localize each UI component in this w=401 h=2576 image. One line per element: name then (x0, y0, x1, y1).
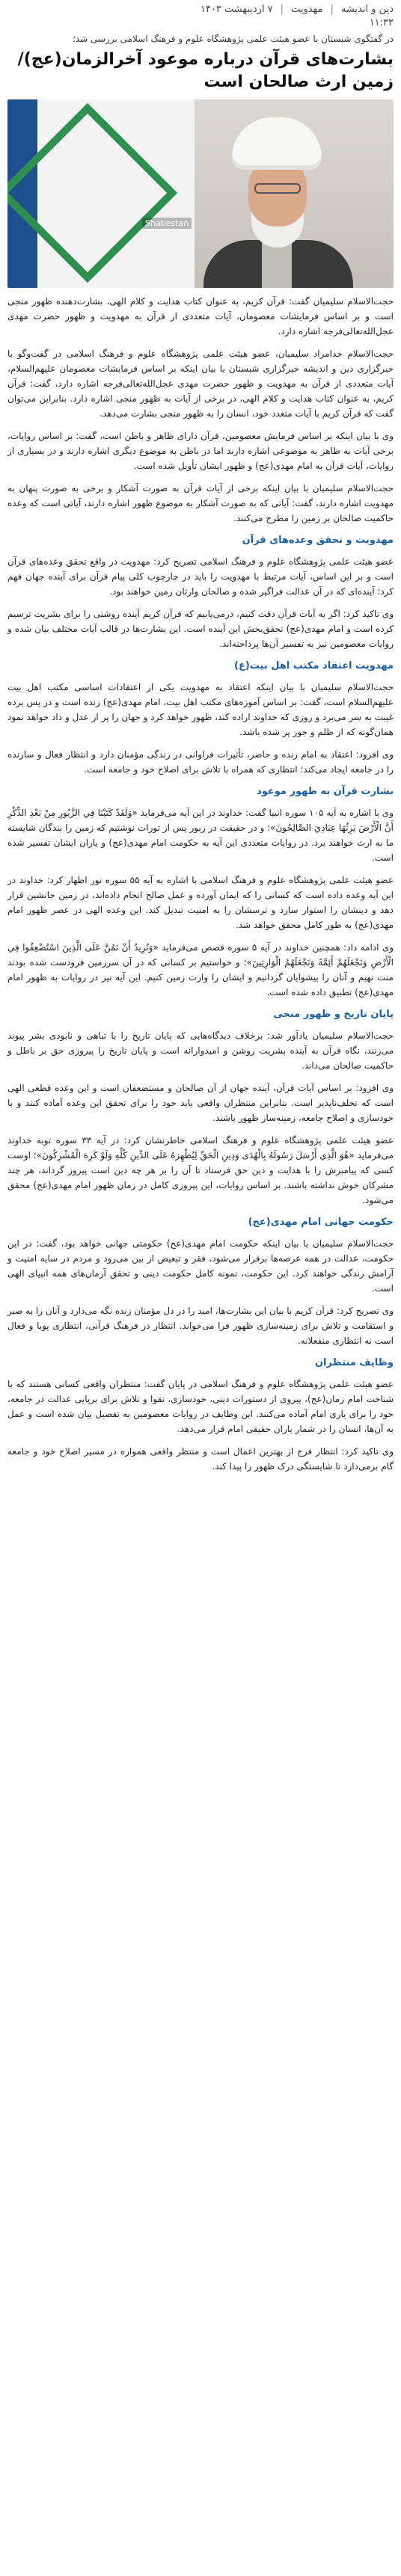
article-lead: در گفتگوی شبستان با عضو هیئت علمی پژوهشگاه علوم و فرهنگ اسلامی بررسی شد؛ (73, 34, 394, 44)
section-heading: حکومت جهانی امام مهدی(عج) (248, 1217, 394, 1228)
paragraph: وی افزود: بر اساس آیات قرآن، آینده جهان از آن صالحان و مستضعفان است و این وعده قطعی الهی است که تخلف‌ناپذیر است. بنابراین منتظران واقعی باید خود را برای تحقق این وعده آماده کنند و با خودسازی و اصلاح جامعه، زمینه‌ساز ظهور باشند. (7, 1083, 394, 1123)
footer-spacer (0, 1481, 401, 1496)
paragraph: حجت‌الاسلام خدامراد سلیمیان، عضو هیئت علمی پژوهشگاه علوم و فرهنگ اسلامی در گفت‌وگو با خبرگزاری دین و اندیشه خبرگزاری شبستان با بیان اینکه بر اساس فرمایشات معصومان علیهم‌السلام، آیات متعددی از قرآن به مهدویت و ظهور حضرت مهدی عجل‌الله‌تعالی‌فرجه اشاره دارد، گفت: قرآن کریم، به عنوان کتاب هدایت و کلام الهی، در برخی از آیات به ظهور منجی اشاره دارد. بنابراین می‌توان گفت که قرآن کریم با آیات متعدد خود، انسان را به ظهور منجی بشارت می‌دهد. (7, 348, 394, 419)
paragraph: وی با اشاره به آیه ۱۰۵ سوره انبیا گفت: خداوند در این آیه می‌فرماید «وَلَقَدْ كَتَبْنَا فِي الزَّبُورِ مِنْ بَعْدِ الذِّكْرِ أَنَّ الْأَرْضَ يَرِثُهَا عِبَادِيَ الصَّالِحُونَ»؛ و در حقیقت در زبور پس از تورات نوشتیم که زمین را بندگان شایسته ما به ارث خواهند برد. در روایات متعددی این آیه به حکومت امام مهدی(عج) و یاران ایشان تفسیر شده است. (7, 808, 394, 863)
paragraph: حجت‌الاسلام سلیمیان با بیان اینکه حکومت امام مهدی(عج) حکومتی جهانی خواهد بود، گفت: در این حکومت، عدالت در همه عرصه‌ها برقرار می‌شود، فقر و تبعیض از بین می‌رود و مردم در سایه امنیت و آرامش زندگی خواهند کرد. این حکومت، نمونه کامل حکومت دینی و تحقق آرمان‌های همه انبیای الهی است. (7, 1238, 394, 1294)
section-heading: پایان تاریخ و ظهور منجی (273, 1009, 394, 1020)
paragraph: وی تصریح کرد: قرآن کریم با بیان این بشارت‌ها، امید را در دل مؤمنان زنده نگه می‌دارد و آنان را به صبر و استقامت و تلاش برای زمینه‌سازی ظهور فرا می‌خواند. انتظار در فرهنگ قرآنی، انتظاری پویا و فعال است نه انتظاری منفعلانه. (7, 1306, 394, 1346)
breadcrumb (0, 0, 401, 16)
date-separator: | (280, 4, 284, 15)
paragraph: حجت‌الاسلام سلیمیان با بیان اینکه اعتقاد به مهدویت یکی از اعتقادات اساسی مکتب اهل بیت علیهم‌السلام است، گفت: بر اساس آموزه‌های مکتب اهل بیت، امام مهدی(عج) زنده است و در پس پرده غیبت به سر می‌برد و روزی که خداوند اراده کند، ظهور خواهد کرد و جهان را پر از عدل و داد خواهد نمود همان‌گونه که از ظلم و جور پر شده باشد. (7, 682, 394, 737)
section-heading: مهدویت و تحقق وعده‌های قرآن (242, 535, 394, 546)
paragraph: عضو هیئت علمی پژوهشگاه علوم و فرهنگ اسلامی تصریح کرد: مهدویت در واقع تحقق وعده‌های قرآن است و بر این اساس، آیات مرتبط با مهدویت را باید در چارچوب کلی پیام قرآن برای آینده جهان فهم کرد؛ آینده‌ای که در آن عدالت فراگیر شده و صالحان وارثان زمین خواهند بود. (7, 556, 394, 597)
section-heading: مهدویت اعتقاد مکتب اهل بیت(ع) (234, 660, 394, 671)
article-hero-image (7, 99, 394, 288)
breadcrumb-separator: | (330, 4, 334, 15)
institute-banner (7, 99, 195, 288)
publish-time: ۱۱:۳۳ (369, 17, 394, 28)
section-heading: وظایف منتظران (314, 1357, 394, 1368)
breadcrumb-subcategory[interactable]: مهدویت (291, 4, 323, 15)
article-summary: حجت‌الاسلام سلیمیان گفت: قرآن کریم، به عنوان کتاب هدایت و کلام الهی، بشارت‌دهنده ظهور منجی است و بر اساس فرمایشات معصومان، آیات متعددی از قرآن به مهدویت و ظهور حضرت مهدی عجل‌الله‌تعالی‌فرجه اشاره دارد. (7, 296, 394, 336)
breadcrumb-category[interactable]: دین و اندیشه (340, 4, 394, 15)
paragraph: وی افزود: اعتقاد به امام زنده و حاضر، تأثیرات فراوانی در زندگی مؤمنان دارد و انتظار فعال و سازنده را در جامعه ایجاد می‌کند؛ انتظاری که همراه با تلاش برای اصلاح خود و جامعه است. (7, 749, 394, 775)
paragraph: عضو هیئت علمی پژوهشگاه علوم و فرهنگ اسلامی در پایان گفت: منتظران واقعی کسانی هستند که با شناخت امام زمان(عج)، پیروی از دستورات دینی، خودسازی، تقوا و تلاش برای برپایی عدالت در جامعه، خود را برای یاری امام آماده می‌کنند. این وظایف در روایات معصومین به تفصیل بیان شده است و عمل به آن‌ها، انسان را در شمار یاران حقیقی امام قرار می‌دهد. (7, 1379, 394, 1434)
paragraph: وی با بیان اینکه بر اساس فرمایش معصومین، قرآن دارای ظاهر و باطن است، گفت: بر اساس روایات، برخی آیات به ظاهر به موضوعی اشاره دارند اما در باطن به موضوع دیگری اشاره دارند و در بسیاری از روایات، آیات قرآن به امام مهدی(عج) و ظهور ایشان تأویل شده است. (7, 431, 394, 471)
paragraph: حجت‌الاسلام سلیمیان یادآور شد: برخلاف دیدگاه‌هایی که پایان تاریخ را با تباهی و نابودی بشر پیوند می‌زنند، نگاه قرآن به آینده بشریت روشن و امیدوارانه است و پایان تاریخ را پیروزی حق بر باطل و حاکمیت صالحان می‌داند. (7, 1030, 394, 1071)
image-watermark: Shabestan (142, 218, 192, 229)
speaker-glasses (254, 183, 301, 194)
paragraph: وی ادامه داد: همچنین خداوند در آیه ۵ سوره قصص می‌فرماید «وَنُرِيدُ أَنْ نَمُنَّ عَلَى الَّذِينَ اسْتُضْعِفُوا فِي الْأَرْضِ وَنَجْعَلَهُمْ أَئِمَّةً وَنَجْعَلَهُمُ الْوَارِثِينَ»؛ و خواستیم بر کسانی که در آن سرزمین فرودست شده بودند منت نهیم و آنان را پیشوایان گردانیم و ایشان را وارث زمین کنیم. این آیه نیز در روایات به ظهور امام مهدی(عج) تطبیق داده شده است. (7, 942, 394, 997)
paragraph: عضو هیئت علمی پژوهشگاه علوم و فرهنگ اسلامی خاطرنشان کرد: در آیه ۳۳ سوره توبه خداوند می‌فرماید «هُوَ الَّذِي أَرْسَلَ رَسُولَهُ بِالْهُدَى وَدِينِ الْحَقِّ لِيُظْهِرَهُ عَلَى الدِّينِ كُلِّهِ وَلَوْ كَرِهَ الْمُشْرِكُونَ»؛ اوست کسی که پیامبرش را با هدایت و دین حق فرستاد تا آن را بر هر چه دین است پیروز گرداند، هر چند مشرکان خوش نداشته باشند. بر اساس روایات، این پیروزی کامل در زمان ظهور امام مهدی(عج) محقق می‌شود. (7, 1135, 394, 1205)
speaker-collar (262, 242, 292, 288)
section-heading: بشارت قرآن به ظهور موعود (257, 786, 394, 797)
publish-date: ۷ اردیبهشت ۱۴۰۳ (200, 4, 273, 15)
paragraph: عضو هیئت علمی پژوهشگاه علوم و فرهنگ اسلامی با اشاره به آیه ۵۵ سوره نور اظهار کرد: خداوند در این آیه وعده داده است که کسانی را که ایمان آورده و عمل صالح انجام داده‌اند، در زمین جانشین قرار دهد و دینشان را استوار سازد و ترسشان را به امنیت تبدیل کند. این وعده الهی در عصر ظهور امام مهدی(عج) به طور کامل محقق خواهد شد. (7, 875, 394, 930)
paragraph: حجت‌الاسلام سلیمیان با بیان اینکه برخی از آیات قرآن به صورت آشکار و برخی به صورت پنهان به مهدویت اشاره دارند، گفت: آیاتی که به صورت آشکار به موضوع ظهور اشاره دارند، آیاتی است که وعده حاکمیت صالحان بر زمین را مطرح می‌کنند. (7, 483, 394, 523)
paragraph: وی تاکید کرد: انتظار فرج از بهترین اعمال است و منتظر واقعی همواره در مسیر اصلاح خود و جامعه گام برمی‌دارد تا شایستگی درک ظهور را پیدا کند. (7, 1446, 394, 1472)
article-headline: بشارت‌های قرآن درباره موعود آخرالزمان(عج)/زمین ارث صالحان است (17, 50, 394, 91)
article-body (0, 294, 401, 1474)
paragraph: وی تاکید کرد: اگر به آیات قرآن دقت کنیم، درمی‌یابیم که قرآن کریم آینده روشنی را برای بشریت ترسیم کرده است و امام مهدی(عج) تحقق‌بخش این آینده است. این بشارت‌ها در قالب آیات مختلف بیان شده و روایات معصومین نیز به تفسیر آن‌ها پرداخته‌اند. (7, 609, 394, 649)
